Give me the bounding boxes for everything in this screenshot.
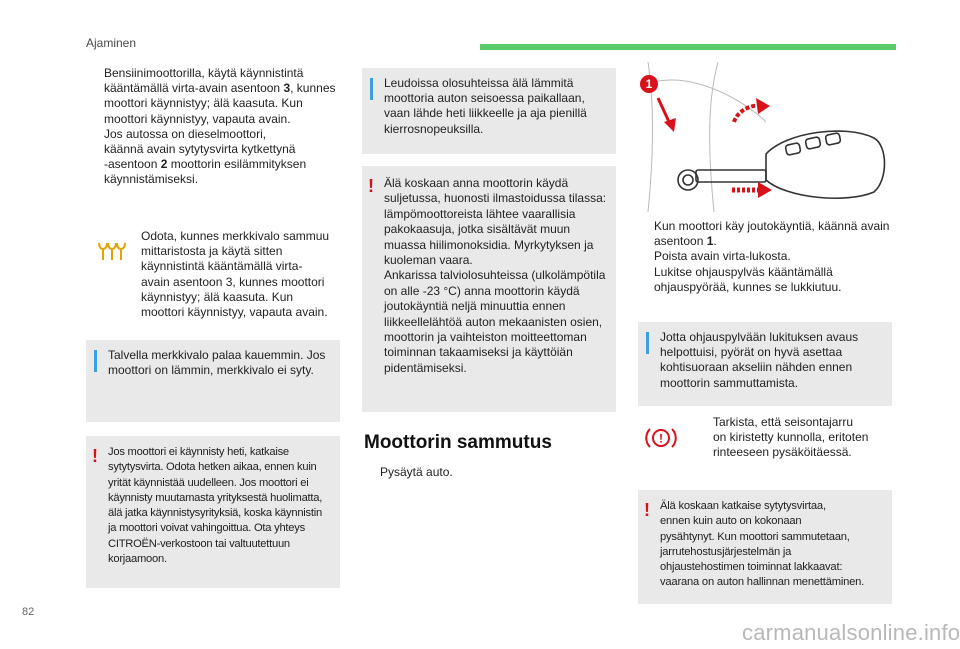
stop-steps bbox=[638, 219, 896, 295]
chapter-title: Ajaminen bbox=[86, 36, 137, 50]
stop-step bbox=[364, 465, 604, 480]
info-box: Leudoissa olosuhteissa älä lämmitä moottoria auton seisoessa paikallaan, vaan lähde heti liikkeelle ja aja pienillä kierrosnopeuksilla. bbox=[362, 68, 616, 154]
info-icon bbox=[94, 350, 97, 372]
warning-box: ! Älä koskaan katkaise sytytysvirtaa, ennen kuin auto on kokonaan pysähtynyt. Kun moottori sammutetaan, jarrutehostusjärjestelmän ja ohjaustehostimen toiminnat lakkaavat: vaarana on auton hallinnan menettäminen. bbox=[638, 490, 892, 604]
list-item: Kun moottori käy joutokäyntiä, käännä avain asentoon 1. bbox=[654, 219, 890, 249]
start-steps bbox=[88, 66, 348, 188]
section-title: Moottorin sammutus bbox=[364, 432, 552, 453]
preheat-note: Odota, kunnes merkkivalo sammuu mittaristosta ja käytä sitten käynnistintä kääntämällä virta- avain asentoon 3, kunnes moottori käynnistyy; älä kaasuta. Kun moottori käynnistyy, vapauta avain. bbox=[141, 229, 330, 320]
brake-warning-icon bbox=[644, 425, 678, 451]
list-item: Bensiinimoottorilla, käytä käynnistintä kääntämällä virta-avain asentoon 3, kunnes moottori käynnistyy; älä kaasuta. Kun moottori käynnistyy, vapauta avain. bbox=[104, 66, 336, 126]
list-item: Pysäytä auto. bbox=[380, 465, 453, 479]
list-item: Tarkista, että seisontajarru on kiristetty kunnolla, eritoten rinteeseen pysäköitäessä. bbox=[713, 415, 869, 460]
callout-badge bbox=[640, 75, 658, 93]
svg-text:!: ! bbox=[659, 431, 663, 446]
ignition-key-figure bbox=[636, 62, 896, 214]
list-item: Poista avain virta-lukosta. bbox=[654, 249, 791, 264]
warning-icon: ! bbox=[92, 446, 98, 466]
page-number: 82 bbox=[22, 606, 35, 618]
brake-note bbox=[697, 415, 893, 461]
warning-box: ! Älä koskaan anna moottorin käydä suljetussa, huonosti ilmastoidussa tilassa: lämpömoottoreista lähtee vaarallisia pakokaasuja, jotka sisältävät muun muassa hiilimonoksidia. Myrkytyksen ja kuoleman vaara. Ankarissa talviolosuhteissa (ulkolämpötila on alle -23 °C) anna moottorin käydä joutokäyntiä neljä minuuttia ennen liikkeellelähtöä auton mekaanisten osien, moottorin ja vaihteiston moitteettoman toiminnan takaamiseksi ja käyttöiän pidentämiseksi. bbox=[362, 166, 616, 412]
warning-icon: ! bbox=[644, 500, 650, 520]
warning-box: ! Jos moottori ei käynnisty heti, katkaise sytytysvirta. Odota hetken aikaa, ennen kuin yrität käynnistää uudelleen. Jos moottori ei käynnisty muutamasta yrityksestä huolimatta, älä jatka käynnistysyrityksiä, koska käynnistin ja moottori voivat vahingoittua. Ota yhteys CITROËN-verkostoon tai valtuutettuun korjaamoon. bbox=[86, 436, 340, 588]
list-item: Lukitse ohjauspylväs kääntämällä ohjauspyörää, kunnes se lukkiutuu. bbox=[654, 264, 842, 294]
info-icon bbox=[370, 78, 373, 100]
callout-number: 1 bbox=[645, 77, 653, 91]
info-box: Talvella merkkivalo palaa kauemmin. Jos moottori on lämmin, merkkivalo ei syty. bbox=[86, 340, 340, 422]
watermark: carmanualsonline.info bbox=[742, 620, 960, 645]
list-item: Jos autossa on dieselmoottori, käännä avain sytytysvirta kytkettynä -asentoon 2 moottorin esilämmityksen käynnistämiseksi. bbox=[104, 126, 307, 187]
chapter-accent-bar bbox=[480, 44, 896, 50]
warning-icon: ! bbox=[368, 176, 374, 196]
preheat-coil-icon bbox=[96, 240, 130, 262]
info-icon bbox=[646, 332, 649, 354]
info-box: Jotta ohjauspylvään lukituksen avaus helpottuisi, pyörät on hyvä asettaa kohtisuoraan akseliin nähden ennen moottorin sammuttamista. bbox=[638, 322, 892, 406]
